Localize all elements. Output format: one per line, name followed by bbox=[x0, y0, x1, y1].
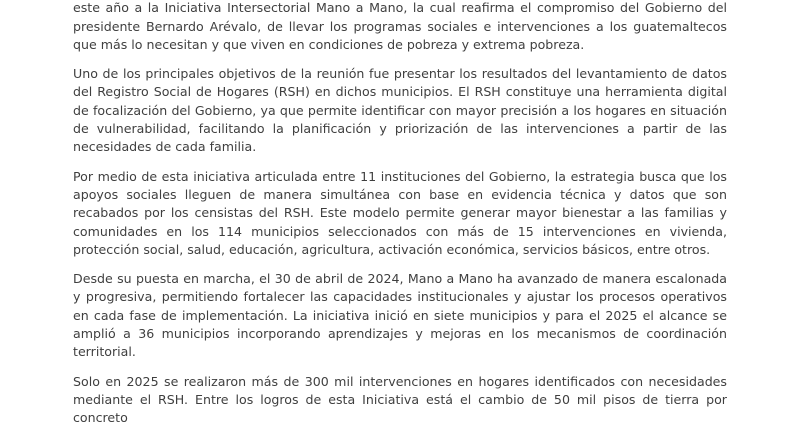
article-paragraph-4: Desde su puesta en marcha, el 30 de abril de 2024, Mano a Mano ha avanzado de manera escalonada y progresiva, permitiendo fortalecer las capacidades institucionales y ajustar los procesos operativos en cada fase de implementación. La iniciativa inició en siete municipios y para el 2025 el alcance se amplió a 36 municipios incorporando aprendizajes y mejoras en los mecanismos de coordinación territorial. bbox=[73, 271, 727, 360]
article-paragraph-3: Por medio de esta iniciativa articulada entre 11 instituciones del Gobierno, la estrategia busca que los apoyos sociales lleguen de manera simultánea con base en evidencia técnica y datos que son recabados por los censistas del RSH. Este modelo permite generar mayor bienestar a las familias y comunidades en los 114 municipios seleccionados con más de 15 intervenciones en vivienda, protección social, salud, educación, agricultura, activación económica, servicios básicos, entre otros. bbox=[73, 168, 727, 257]
article-paragraph-2: Uno de los principales objetivos de la reunión fue presentar los resultados del levantamiento de datos del Registro Social de Hogares (RSH) en dichos municipios. El RSH constituye una herramienta digital de focalización del Gobierno, ya que permite identificar con mayor precisión a los hogares en situación de vulnerabilidad, facilitando la planificación y priorización de las intervenciones a partir de las necesidades de cada familia. bbox=[73, 66, 727, 155]
article-paragraph-1: este año a la Iniciativa Intersectorial Mano a Mano, la cual reafirma el compromiso del Gobierno del presidente Bernardo Arévalo, de llevar los programas sociales e intervenciones a los guatemaltecos que más lo necesitan y que viven en condiciones de pobreza y extrema pobreza. bbox=[73, 0, 727, 52]
article-paragraph-5: Solo en 2025 se realizaron más de 300 mil intervenciones en hogares identificados con necesidades mediante el RSH. Entre los logros de esta Iniciativa está el cambio de 50 mil pisos de tierra por concreto bbox=[73, 373, 727, 426]
article-body bbox=[73, 0, 727, 439]
